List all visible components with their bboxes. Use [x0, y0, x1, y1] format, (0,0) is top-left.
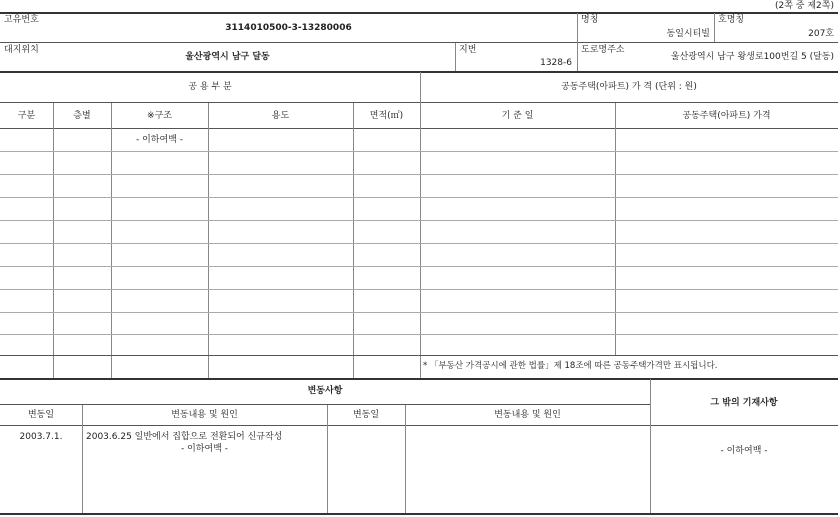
row-line — [0, 151, 838, 152]
header-divider — [0, 42, 838, 43]
changes-header-divider — [0, 425, 838, 426]
col-header-price: 공동주택(아파트) 가격 — [682, 111, 771, 121]
page-indicator: (2쪽 중 제2쪽) — [775, 1, 834, 11]
col-header-base-date: 기 준 일 — [501, 111, 534, 121]
changes-col-line-1 — [82, 405, 83, 513]
changes-col-content-1: 변동내용 및 원인 — [171, 410, 238, 420]
location-label: 대지위치 — [4, 45, 39, 55]
row-line — [0, 334, 838, 335]
changes-title: 변동사항 — [307, 386, 343, 396]
changes-col-date-1: 변동일 — [27, 410, 55, 420]
name-label: 명칭 — [581, 15, 599, 25]
col-line-1 — [53, 103, 54, 378]
lot-value: 1328-6 — [540, 58, 572, 68]
common-blank-note: - 이하여백 - — [136, 135, 183, 145]
row-line — [0, 220, 838, 221]
unit-label: 호명칭 — [718, 15, 745, 25]
road-label: 도로명주소 — [581, 45, 625, 55]
row-line — [0, 312, 838, 313]
price-section-title: 공동주택(아파트) 가 격 (단위 : 원) — [561, 82, 697, 92]
header-bottom-border — [0, 71, 838, 73]
row-line — [0, 289, 838, 290]
header-vline-3 — [455, 43, 456, 71]
column-header-divider — [0, 128, 838, 129]
changes-blank-note: - 이하여백 - — [181, 444, 228, 454]
unit-value: 207호 — [808, 29, 834, 39]
lot-label: 지번 — [459, 45, 477, 55]
col-header-usage: 용도 — [271, 111, 290, 121]
col-header-area: 면적(㎡) — [369, 111, 404, 121]
changes-col-line-2 — [327, 405, 328, 513]
col-header-floor: 층별 — [73, 111, 91, 121]
changes-col-date-2: 변동일 — [352, 410, 380, 420]
location-value: 울산광역시 남구 달동 — [185, 52, 270, 62]
col-line-4 — [353, 103, 354, 378]
row-line — [0, 197, 838, 198]
col-header-structure: ※구조 — [147, 111, 172, 121]
unique-no-label: 고유번호 — [4, 15, 39, 25]
col-line-5 — [615, 103, 616, 355]
changes-title-divider — [0, 404, 650, 405]
change-date: 2003.7.1. — [19, 432, 63, 442]
header-vline-2 — [714, 13, 715, 42]
common-section-title: 공 용 부 분 — [188, 82, 232, 92]
row-line — [0, 174, 838, 175]
unique-no-value: 3114010500-3-13280006 — [225, 23, 352, 33]
row-line — [0, 243, 838, 244]
other-blank-note: - 이하여백 - — [720, 446, 768, 456]
changes-col-line-3 — [405, 405, 406, 513]
col-line-3 — [208, 103, 209, 378]
header-vline-1 — [577, 13, 578, 71]
row-line — [0, 355, 838, 356]
changes-col-content-2: 변동내용 및 원인 — [494, 410, 561, 420]
bottom-border — [0, 513, 838, 515]
name-value: 동일시티빌 — [666, 29, 710, 39]
row-line — [0, 266, 838, 267]
section-title-divider — [0, 102, 838, 103]
col-header-type: 구분 — [17, 111, 36, 121]
other-section-title: 그 밖의 기재사항 — [710, 398, 778, 408]
top-border — [0, 12, 838, 14]
change-content: 2003.6.25 일반에서 집합으로 전환되어 신규작성 — [86, 432, 283, 442]
price-footnote: * 「부동산 가격공시에 관한 법률」제 18조에 따른 공동주택가격만 표시됩니다. — [423, 361, 718, 371]
changes-top-border — [0, 378, 838, 380]
road-value: 울산광역시 남구 왕생로100번길 5 (달동) — [670, 52, 834, 62]
